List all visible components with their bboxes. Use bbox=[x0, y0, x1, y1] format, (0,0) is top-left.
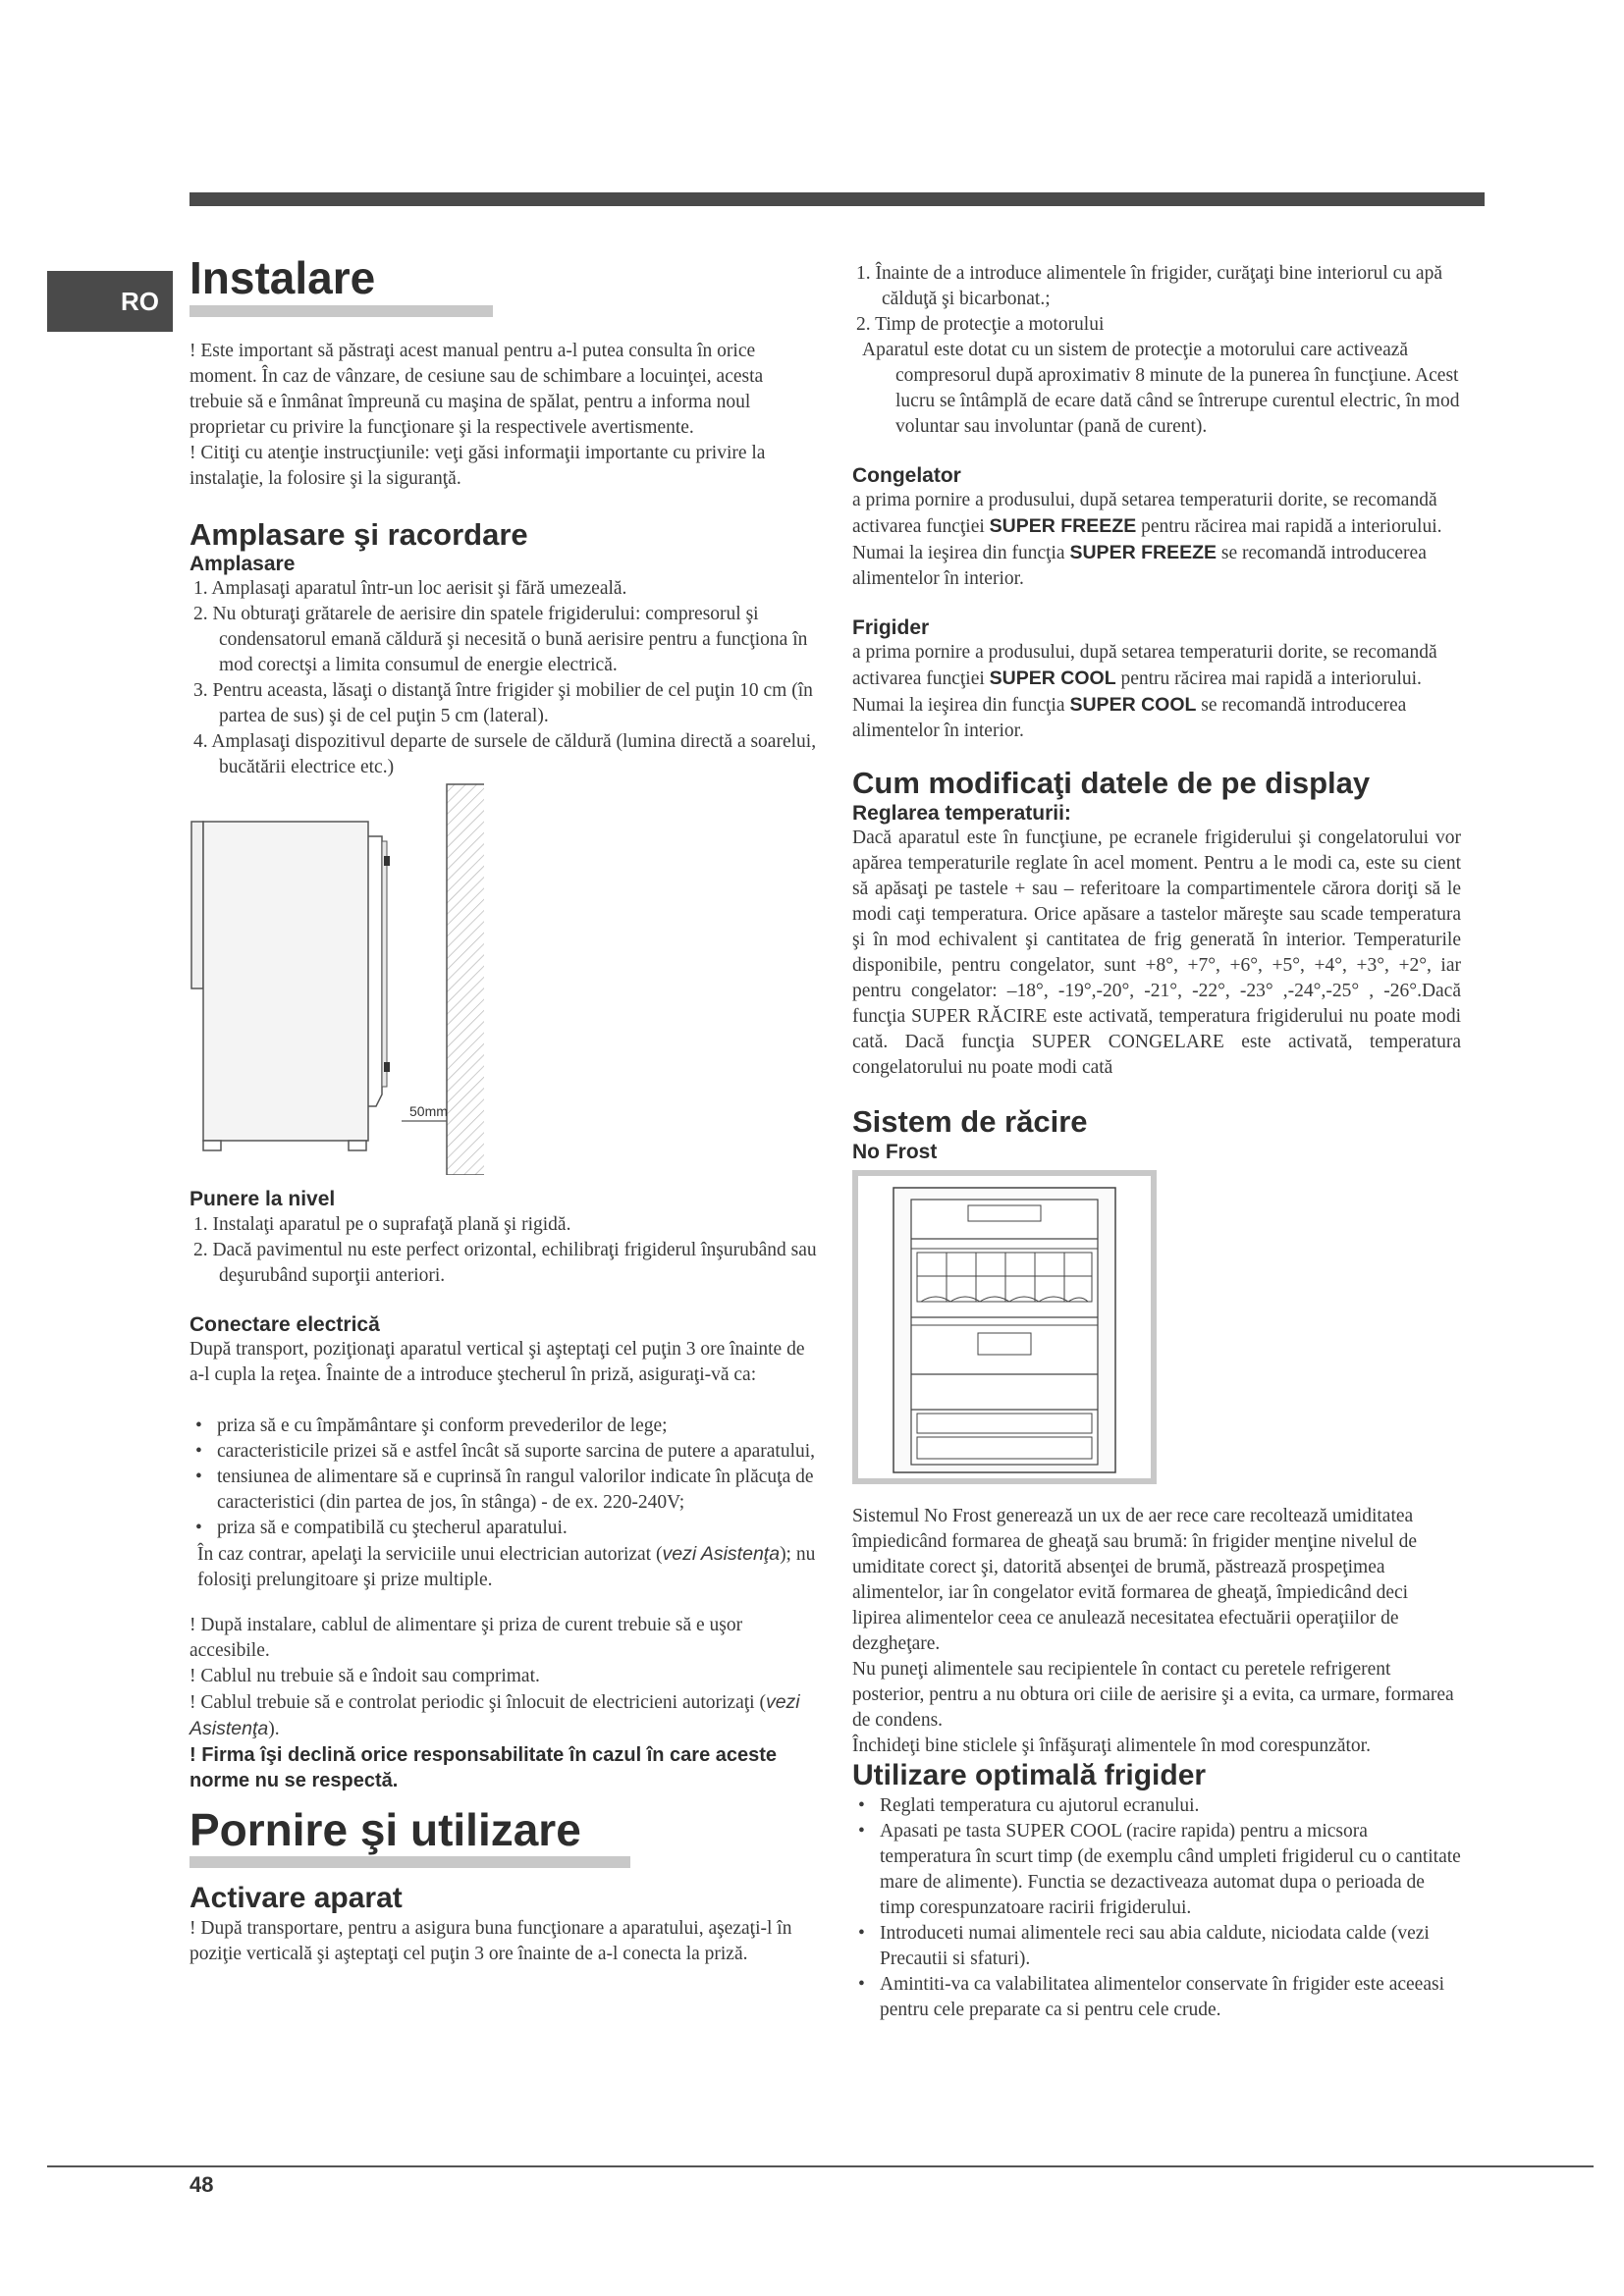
heading-amplasare-racordare: Amplasare şi racordare bbox=[189, 516, 528, 552]
no-frost-text-2: Nu puneţi alimentele sau recipientele în contact cu peretele refrigerent posterior, pentru a nu obtura ori ciile de aerisire şi a evita, ca urmare, formarea de condens. bbox=[852, 1659, 1454, 1732]
list-item: • Reglati temperatura cu ajutorul ecranului. bbox=[852, 1793, 1461, 1819]
amplasare-list bbox=[189, 576, 818, 780]
list-item: • tensiunea de alimentare să e cuprinsă în rangul valorilor indicate în plăcuţa de caracteristici (din partea de jos, în stânga) - de ex. 220-240V; bbox=[189, 1465, 818, 1516]
dimension-label: 50mm bbox=[409, 1103, 448, 1120]
list-item: 2. Dacă pavimentul nu este perfect orizontal, echilibraţi frigiderul înşurubând sau deşurubând suporţii anteriori. bbox=[193, 1239, 817, 1286]
heading-conectare-electrica: Conectare electrică bbox=[189, 1312, 380, 1336]
footer-rule bbox=[47, 2165, 1594, 2167]
wall bbox=[447, 784, 484, 1175]
heading-activare-aparat: Activare aparat bbox=[189, 1882, 403, 1915]
list-item: 1. Amplasaţi aparatul într-un loc aerisit şi fără umezeală. bbox=[193, 578, 627, 600]
electric-note-3: ! Cablul trebuie să e controlat periodic şi înlocuit de electricieni autorizaţi (vezi Asistenţa). bbox=[189, 1690, 800, 1739]
handle bbox=[382, 841, 387, 1087]
congelator-text: a prima pornire a produsului, după setarea temperaturii dorite, se recomandă activarea funcţiei SUPER FREEZE pentru răcirea mai rapidă a interiorului. Numai la ieşirea din funcţia SUPER FREEZE se recomandă introducerea alimentelor în interior. bbox=[852, 490, 1442, 590]
vent bbox=[978, 1333, 1031, 1355]
right-column bbox=[852, 261, 1461, 2023]
door-edge bbox=[191, 822, 203, 988]
list-item: 2. Timp de protecţie a motorului bbox=[856, 314, 1105, 335]
drawer-2 bbox=[917, 1437, 1092, 1459]
heading-punere-nivel: Punere la nivel bbox=[189, 1188, 336, 1211]
language-tab: RO bbox=[47, 271, 173, 332]
fan-unit bbox=[968, 1205, 1041, 1221]
right-top-list bbox=[852, 261, 1461, 338]
subheading-reglare: Reglarea temperaturii: bbox=[852, 802, 1071, 826]
left-column bbox=[189, 253, 818, 1967]
list-item: 2. Nu obturaţi grătarele de aerisire din spatele frigiderului: compresorul şi condensatorul emană căldură şi necesită o bună aerisire pentru a funcţiona în mod corectşi a limita consumul de energie electrică. bbox=[193, 604, 808, 676]
subheading-no-frost: No Frost bbox=[852, 1140, 938, 1163]
section-title-instalare: Instalare bbox=[189, 253, 493, 317]
placement-diagram bbox=[189, 782, 484, 1175]
list-item: • Introduceti numai alimentele reci sau abia caldute, niciodata calde (vezi Precautii si sfaturi). bbox=[852, 1921, 1461, 1972]
electric-note-1: ! După instalare, cablul de alimentare şi priza de curent trebuie să e uşor accesibile. bbox=[189, 1614, 743, 1661]
subheading-amplasare: Amplasare bbox=[189, 553, 296, 576]
display-text: Dacă aparatul este în funcţiune, pe ecranele frigiderului şi congelatorului vor apărea temperaturile reglate în acel moment. Pentru a le modi ca, este su cient să apăsaţi pe tastele + sau – referitoare la compartimentele cărora doriţi să le modi caţi temperatura. Orice apăsare a tastelor măreşte sau scade temperatura şi în mod echivalent şi cantitatea de frig generată în interior. Temperaturile disponibile, pentru congelator, sunt +8°, +7°, +6°, +5°, +4°, +3°, +2°, iar pentru congelator: –18°, -19°,-20°, -21°, -22°, -23° ,-24°,-25° , -26°.Dacă funcţia SUPER RĂCIRE este activată, temperatura frigiderului nu poate modi cată. Dacă funcţia SUPER CONGELARE este activată, temperatura congelatorului nu poate modi cată bbox=[852, 828, 1461, 1079]
fridge-body bbox=[203, 822, 368, 1141]
responsibility-warning: ! Firma îşi declină orice responsabilitate în cazul în care aceste norme nu se respectă. bbox=[189, 1743, 778, 1791]
utilizare-bullets bbox=[852, 1793, 1461, 2023]
door-profile bbox=[368, 836, 382, 1106]
no-frost-diagram bbox=[852, 1170, 1157, 1484]
no-frost-text-3: Închideţi bine sticlele şi înfăşuraţi alimentele în mod corespunzător. bbox=[852, 1735, 1371, 1757]
list-item: • Amintiti-va ca valabilitatea alimentelor conservate în frigider este aceeasi pentru cele preparate ca si pentru cele crude. bbox=[852, 1972, 1461, 2023]
no-frost-text-1: Sistemul No Frost generează un ux de aer rece care recoltează umiditatea împiedicând formarea de gheaţă sau brumă: în frigider menţine nivelul de umiditate corect şi, datorită absenţei de brumă, păstrează prospeţimea alimentelor, iar în congelator evită formarea de gheaţă, împiedicând deci lipirea alimentelor ceea ce anulează necesitatea efectuării operaţiilor de dezgheţare. bbox=[852, 1506, 1418, 1655]
list-item: 1. Înainte de a introduce alimentele în frigider, curăţaţi bine interiorul cu apă călduţă şi bicarbonat.; bbox=[856, 263, 1442, 309]
top-bar bbox=[189, 192, 1485, 206]
list-item: 1. Instalaţi aparatul pe o suprafaţă plană şi rigidă. bbox=[193, 1213, 571, 1235]
electric-bullets bbox=[189, 1414, 818, 1541]
heading-utilizare-optimala: Utilizare optimală frigider bbox=[852, 1759, 1207, 1792]
hinge-top bbox=[384, 856, 390, 866]
list-item: • caracteristicile prizei să e astfel încât să suporte sarcina de putere a aparatului, bbox=[189, 1439, 818, 1465]
list-item: • Apasati pe tasta SUPER COOL (racire rapida) pentru a micsora temperatura în scurt timp (de exemplu când umpleti frigiderul cu o cantitate mare de alimente). Functia se dezactiveaza automat dupa o perioada de timp corespunzatoare racirii frigiderului. bbox=[852, 1819, 1461, 1921]
list-item: 3. Pentru aceasta, lăsaţi o distanţă între frigider şi mobilier de cel puţin 10 cm (în partea de sus) şi de cel puţin 5 cm (lateral). bbox=[193, 680, 813, 727]
list-item: • priza să e compatibilă cu ştecherul aparatului. bbox=[189, 1516, 818, 1541]
heading-display: Cum modificaţi datele de pe display bbox=[852, 766, 1371, 801]
heading-frigider: Frigider bbox=[852, 616, 930, 640]
drawer-1 bbox=[917, 1414, 1092, 1433]
install-intro-2: ! Citiţi cu atenţie instrucţiunile: veţi găsi informaţii importante cu privire la instalaţie, la folosire şi la siguranţă. bbox=[189, 442, 766, 489]
install-intro-1: ! Este important să păstraţi acest manual pentru a-l putea consulta în orice moment. În caz de vânzare, de cesiune sau de schimbare a locuinţei, acesta trebuie să e înmânat împreună cu maşina de spălat, pentru a informa noul proprietar cu privire la funcţionare şi la respectivele avertismente. bbox=[189, 340, 764, 438]
activare-text: ! După transportare, pentru a asigura buna funcţionare a aparatului, aşezaţi-l în poziţie verticală şi aşteptaţi cel puţin 3 ore înainte de a-l conecta la priză. bbox=[189, 1917, 792, 1964]
electric-contrary: În caz contrar, apelaţi la serviciile unui electrician autorizat (vezi Asistenţa); nu folosiţi prelungitoare şi prize multiple. bbox=[197, 1542, 816, 1590]
foot-left bbox=[203, 1141, 221, 1150]
hinge-bottom bbox=[384, 1062, 390, 1072]
list-item: 4. Amplasaţi dispozitivul departe de sursele de căldură (lumina directă a soarelui, bucătării electrice etc.) bbox=[193, 731, 817, 778]
foot-right bbox=[349, 1141, 366, 1150]
electric-intro: După transport, poziţionaţi aparatul vertical şi aşteptaţi cel puţin 3 ore înainte de a-l cupla la reţea. Înainte de a introduce ştecherul în priză, asiguraţi-vă ca: bbox=[189, 1338, 805, 1385]
nivel-list bbox=[189, 1212, 818, 1289]
heading-sistem-racire: Sistem de răcire bbox=[852, 1104, 1088, 1140]
list-item: • priza să e cu împământare şi conform prevederilor de lege; bbox=[189, 1414, 818, 1439]
frigider-text: a prima pornire a produsului, după setarea temperaturii dorite, se recomandă activarea funcţiei SUPER COOL pentru răcirea mai rapidă a interiorului. Numai la ieşirea din funcţia SUPER COOL se recomandă introducerea alimentelor în interior. bbox=[852, 642, 1437, 742]
motor-protection-text: Aparatul este dotat cu un sistem de protecţie a motorului care activează compresorul după aproximativ 8 minute de la punerea în funcţiune. Acest lucru se întâmplă de ecare dată când se întrerupe curentul electric, în mod voluntar sau involuntar (pană de curent). bbox=[862, 340, 1460, 437]
electric-note-2: ! Cablul nu trebuie să e îndoit sau comprimat. bbox=[189, 1665, 540, 1686]
section-title-pornire: Pornire şi utilizare bbox=[189, 1805, 630, 1869]
page-number: 48 bbox=[189, 2172, 214, 2197]
heading-congelator: Congelator bbox=[852, 464, 961, 487]
